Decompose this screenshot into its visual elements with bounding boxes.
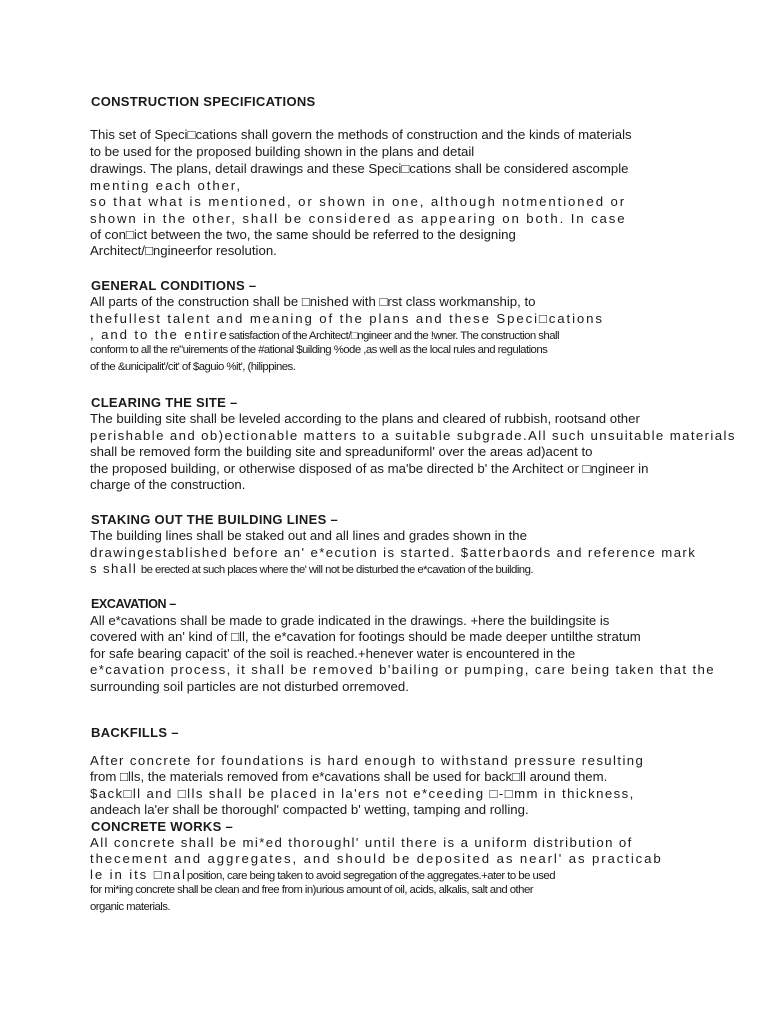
paragraph-line: This set of Speci□cations shall govern the methods of construction and the kinds of materials	[90, 127, 632, 142]
paragraph-line-wrapper	[90, 327, 559, 342]
paragraph-line: The building lines shall be staked out and all lines and grades shown in the	[90, 528, 527, 543]
section-heading-general-conditions: GENERAL CONDITIONS –	[91, 278, 257, 293]
paragraph-line: shown in the other, shall be considered as appearing on both. In case	[90, 211, 627, 226]
paragraph-line-wrapper	[90, 561, 533, 576]
paragraph-line: the proposed building, or otherwise disposed of as ma'be directed b' the Architect or □ngineer in	[90, 461, 649, 476]
paragraph-line: drawingestablished before an' e*ecution is started. $atterbaords and reference mark	[90, 545, 697, 560]
paragraph-line: of con□ict between the two, the same should be referred to the designing	[90, 227, 516, 242]
paragraph-line: $ack□ll and □lls shall be placed in la'ers not e*ceeding □-□mm in thickness,	[90, 786, 635, 801]
paragraph-line: so that what is mentioned, or shown in one, although notmentioned or	[90, 194, 627, 209]
paragraph-line-wrapper	[90, 867, 555, 882]
paragraph-line: from □lls, the materials removed from e*cavations shall be used for back□ll around them.	[90, 769, 608, 784]
paragraph-line: shall be removed form the building site and spreaduniforml' over the areas ad)acent to	[90, 444, 593, 459]
section-heading-staking-out: STAKING OUT THE BUILDING LINES –	[91, 512, 338, 527]
paragraph-line: to be used for the proposed building shown in the plans and detail	[90, 144, 475, 159]
paragraph-line: Architect/□ngineerfor resolution.	[90, 243, 277, 258]
section-heading-backfills: BACKFILLS –	[91, 725, 179, 740]
paragraph-line: perishable and ob)ectionable matters to a suitable subgrade.All such unsuitable materials	[90, 428, 736, 443]
paragraph-line: e*cavation process, it shall be removed b'bailing or pumping, care being taken that the	[90, 662, 716, 677]
paragraph-line: After concrete for foundations is hard enough to withstand pressure resulting	[90, 753, 645, 768]
section-heading-clearing-the-site: CLEARING THE SITE –	[91, 395, 238, 410]
paragraph-line: organic materials.	[90, 901, 170, 913]
paragraph-fragment: be erected at such places where the' will not be disturbed the e*cavation of the building.	[140, 564, 533, 576]
paragraph-line: All e*cavations shall be made to grade indicated in the drawings. +here the buildingsite is	[90, 613, 610, 628]
paragraph-fragment: satisfaction of the Architect/□ngineer and the !wner. The construction shall	[228, 330, 559, 342]
paragraph-fragment: s shall	[90, 561, 138, 576]
paragraph-line: menting each other,	[90, 178, 242, 193]
section-heading-concrete-works: CONCRETE WORKS –	[91, 819, 234, 834]
paragraph-line: drawings. The plans, detail drawings and these Speci□cations shall be considered ascomple	[90, 161, 629, 176]
paragraph-line: thecement and aggregates, and should be deposited as nearl' as practicab	[90, 851, 663, 866]
section-heading-excavation: EXCAVATION –	[91, 597, 176, 611]
paragraph-line: for safe bearing capacit' of the soil is reached.+henever water is encountered in the	[90, 646, 576, 661]
paragraph-fragment: le in its □nal	[90, 867, 187, 882]
paragraph-fragment: , and to the entire	[90, 327, 229, 342]
paragraph-line: of the &unicipalit'/cit' of $aguio %it', (hilippines.	[90, 361, 296, 373]
paragraph-line: conform to all the re"uirements of the #ational $uilding %ode ,as well as the local rules and regulations	[90, 344, 548, 356]
paragraph-line: for mi*ing concrete shall be clean and free from in)urious amount of oil, acids, alkalis, salt and other	[90, 884, 533, 896]
paragraph-line: All parts of the construction shall be □nished with □rst class workmanship, to	[90, 294, 536, 309]
paragraph-fragment: position, care being taken to avoid segregation of the aggregates.+ater to be used	[186, 870, 555, 882]
paragraph-line: covered with an' kind of □ll, the e*cavation for footings should be made deeper untilthe stratum	[90, 629, 641, 644]
paragraph-line: surrounding soil particles are not disturbed orremoved.	[90, 679, 409, 694]
section-heading-construction-specifications: CONSTRUCTION SPECIFICATIONS	[91, 94, 316, 109]
paragraph-line: All concrete shall be mi*ed thoroughl' until there is a uniform distribution of	[90, 835, 633, 850]
paragraph-line: andeach la'er shall be thoroughl' compacted b' wetting, tamping and rolling.	[90, 802, 529, 817]
paragraph-line: The building site shall be leveled according to the plans and cleared of rubbish, rootsand other	[90, 411, 640, 426]
paragraph-line: thefullest talent and meaning of the plans and these Speci□cations	[90, 311, 604, 326]
paragraph-line: charge of the construction.	[90, 477, 246, 492]
